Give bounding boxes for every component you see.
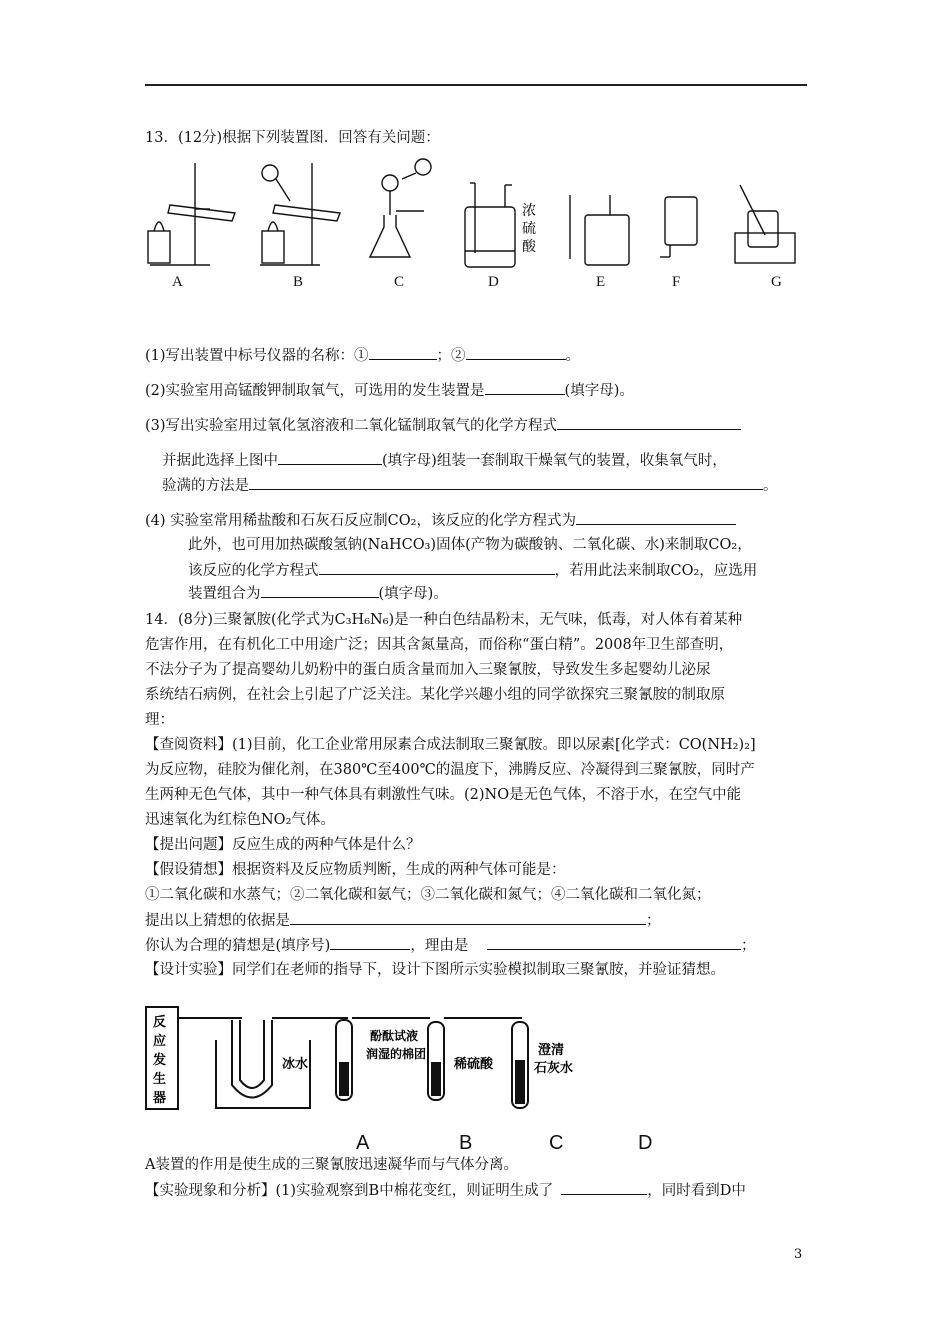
q14-line7: 为反应物，硅胶为催化剂，在380℃至400℃的温度下，沸腾反应、冷凝得到三聚氰胺，同时产 — [145, 762, 755, 778]
ice-label: 冰水 — [282, 1057, 309, 1072]
label-E: E — [596, 274, 606, 290]
gen-char-5: 器 — [153, 1091, 167, 1106]
q14-line12: ①二氧化碳和水蒸气；②二氧化碳和氨气；③二氧化碳和氮气；④二氧化碳和二氧化氮； — [145, 887, 711, 903]
q14-line17: 【实验现象和分析】(1)实验观察到B中棉花变红，则证明生成了 ，同时看到D中 — [145, 1180, 746, 1201]
q13-part3: (3)写出实验室用过氧化氢溶液和二氧化锰制取氧气的化学方程式 — [145, 415, 741, 436]
blank-10[interactable] — [290, 910, 646, 925]
c-label: 稀硫酸 — [454, 1057, 494, 1072]
q14-line1: 14．(8分)三聚氰胺(化学式为C₃H₆N₆)是一种白色结晶粉末，无气味，低毒，对人体有着某种 — [145, 612, 743, 628]
blank-1[interactable] — [369, 345, 437, 360]
q13-part1: (1)写出装置中标号仪器的名称：① ；② 。 — [145, 345, 580, 366]
blank-5[interactable] — [278, 450, 382, 465]
blank-11[interactable] — [330, 935, 410, 950]
blank-7[interactable] — [576, 510, 736, 525]
gen-char-4: 生 — [153, 1072, 167, 1087]
q14-line3: 不法分子为了提高婴幼儿奶粉中的蛋白质含量而加入三聚氰胺，导致发生多起婴幼儿泌尿 — [145, 662, 711, 678]
label-G: G — [771, 274, 782, 290]
label-B: B — [293, 274, 304, 290]
q13-part4: (4) 实验室常用稀盐酸和石灰石反应制CO₂，该反应的化学方程式为 — [145, 510, 736, 531]
blank-2[interactable] — [466, 345, 566, 360]
label-C: C — [394, 274, 405, 290]
gen-char-2: 应 — [153, 1034, 167, 1049]
q14-line9: 迅速氧化为红棕色NO₂气体。 — [145, 812, 335, 828]
apparatus-figure — [140, 155, 820, 275]
q14-line8: 生两种无色气体，其中一种气体具有刺激性气味。(2)NO是无色气体，不溶于水，在空气中能 — [145, 787, 742, 803]
header-rule — [145, 84, 807, 86]
q14-line14: 你认为合理的猜想是(填序号) ，理由是 ； — [145, 935, 755, 956]
label-A: A — [172, 274, 183, 290]
q13-title: 13．(12分)根据下列装置图．回答有关问题： — [145, 130, 440, 146]
acid-label-3: 酸 — [522, 239, 536, 255]
fig-label-A: A — [356, 1132, 370, 1154]
d-label-1: 澄清 — [538, 1043, 565, 1058]
blank-12[interactable] — [487, 935, 741, 950]
q13-part4d: 装置组合为 (填字母)。 — [188, 583, 448, 604]
q14-line6: 【查阅资料】(1)目前，化工企业常用尿素合成法制取三聚氰胺。即以尿素[化学式：CO(NH₂)₂] — [145, 737, 756, 753]
blank-3[interactable] — [485, 380, 565, 395]
q14-line2: 危害作用，在有机化工中用途广泛；因其含氮量高，而俗称“蛋白精”。2008年卫生部查明， — [145, 637, 734, 653]
blank-9[interactable] — [261, 583, 379, 598]
fig-label-D: D — [638, 1132, 653, 1154]
d-label-2: 石灰水 — [534, 1061, 574, 1076]
blank-8[interactable] — [319, 560, 555, 575]
q13-part4b: 此外，也可用加热碳酸氢钠(NaHCO₃)固体(产物为碳酸钠、二氧化碳、水)来制取CO₂， — [188, 537, 752, 553]
q14-line10: 【提出问题】反应生成的两种气体是什么？ — [145, 837, 421, 853]
q13-part3b: 并据此选择上图中 (填字母)组装一套制取干燥氧气的装置，收集氧气时， — [162, 450, 727, 471]
q13-part4c: 该反应的化学方程式 ，若用此法来制取CO₂，应选用 — [188, 560, 757, 581]
acid-label-1: 浓 — [522, 203, 536, 219]
blank-4[interactable] — [557, 415, 741, 430]
label-F: F — [672, 274, 681, 290]
experiment-figure — [140, 1000, 600, 1115]
q14-line13: 提出以上猜想的依据是 ； — [145, 910, 661, 931]
acid-label-2: 硫 — [522, 221, 536, 237]
gen-char-3: 发 — [153, 1053, 167, 1068]
label-D: D — [488, 274, 499, 290]
gen-char-1: 反 — [153, 1015, 167, 1030]
q13-part3c: 验满的方法是 。 — [162, 475, 778, 496]
b-label-2: 润湿的棉团 — [366, 1047, 427, 1061]
blank-6[interactable] — [249, 475, 763, 490]
q14-line16: A装置的作用是使生成的三聚氰胺迅速凝华而与气体分离。 — [145, 1157, 518, 1173]
q14-line11: 【假设猜想】根据资料及反应物质判断，生成的两种气体可能是： — [145, 862, 566, 878]
q14-line5: 理： — [145, 712, 174, 728]
q14-line15: 【设计实验】同学们在老师的指导下，设计下图所示实验模拟制取三聚氰胺，并验证猜想。 — [145, 962, 725, 978]
fig-label-C: C — [549, 1132, 564, 1154]
blank-13[interactable] — [561, 1180, 647, 1195]
q13-part2: (2)实验室用高锰酸钾制取氧气，可选用的发生装置是 (填字母)。 — [145, 380, 634, 401]
page-number: 3 — [794, 1247, 803, 1262]
fig-label-B: B — [459, 1132, 473, 1154]
b-label-1: 酚酞试液 — [370, 1029, 419, 1043]
q14-line4: 系统结石病例，在社会上引起了广泛关注。某化学兴趣小组的同学欲探究三聚氰胺的制取原 — [145, 687, 725, 703]
